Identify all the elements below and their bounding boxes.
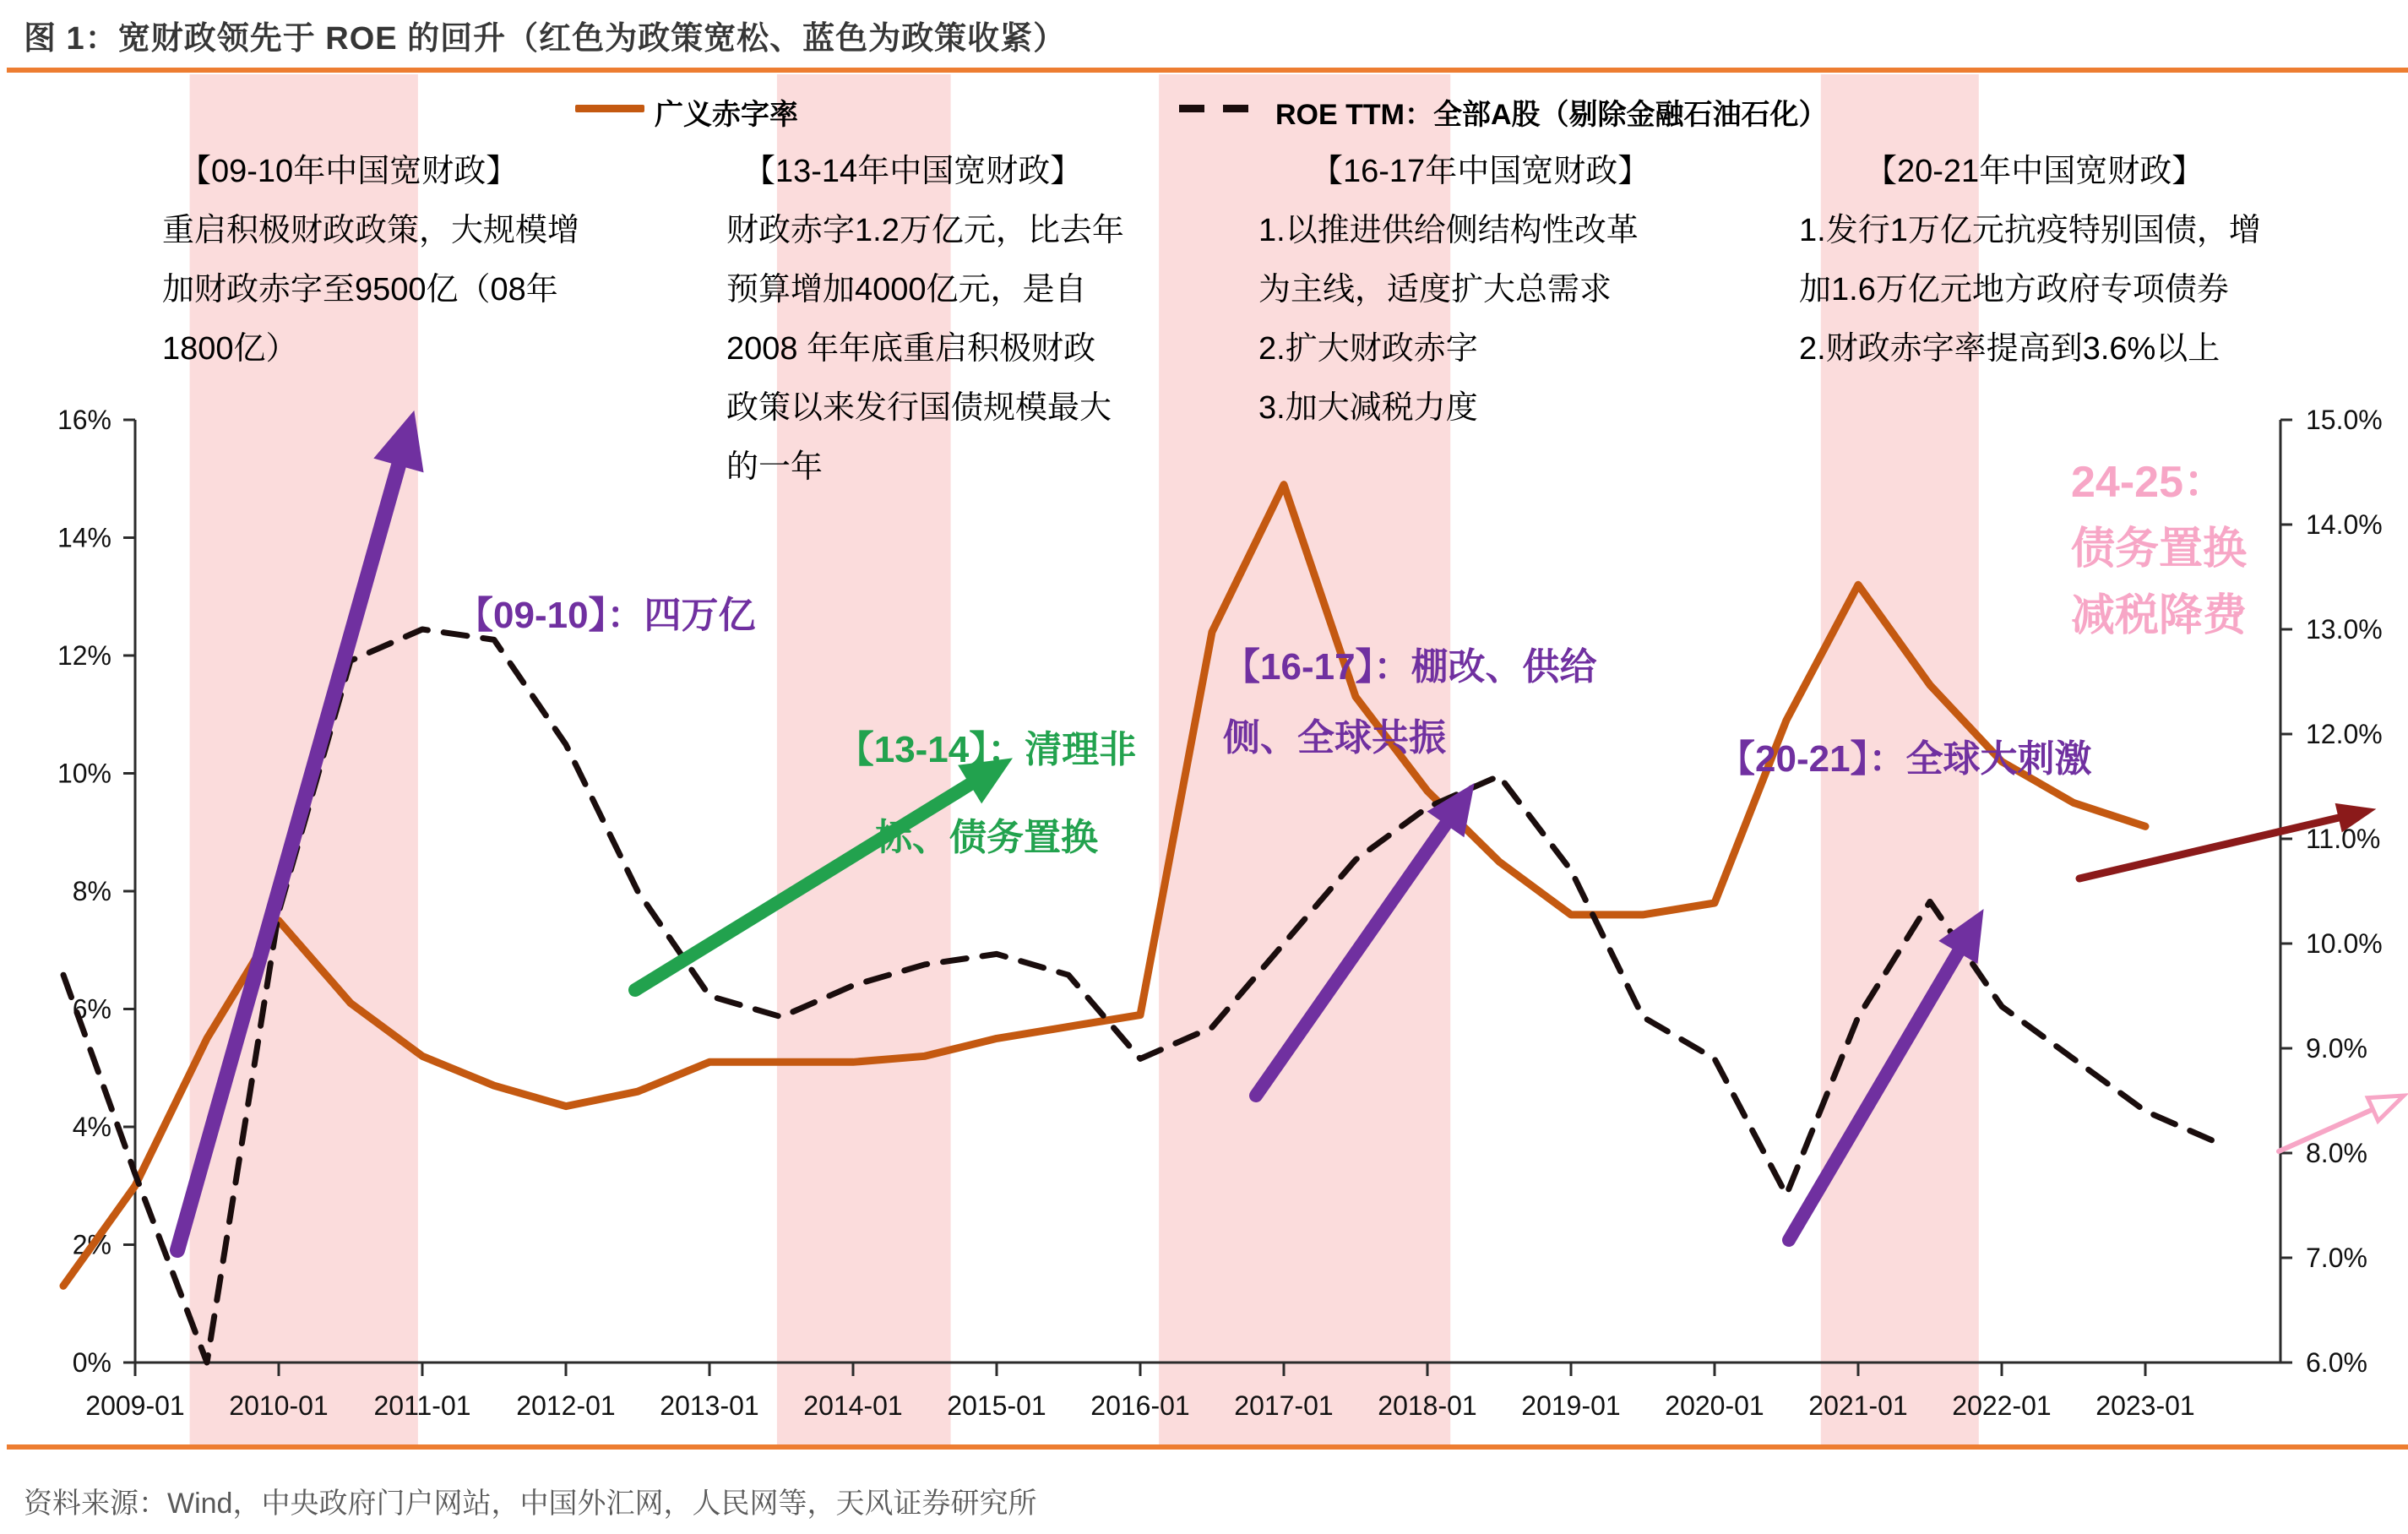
policy-note-16-17 xyxy=(1258,142,1650,438)
left-axis-tick-label: 10% xyxy=(57,758,111,789)
x-axis-tick-label: 2012-01 xyxy=(516,1390,616,1421)
policy-note-heading: 【16-17年中国宽财政】 xyxy=(1311,154,1650,189)
left-axis-tick-label: 12% xyxy=(57,640,111,671)
x-axis-tick-label: 2015-01 xyxy=(947,1390,1046,1421)
text-line: 加财政赤字至9500亿（08年 xyxy=(162,272,558,307)
policy-note-heading: 【09-10年中国宽财政】 xyxy=(179,154,519,189)
outlook-arrow-24-25 xyxy=(2079,818,2339,879)
text-line: 财政赤字1.2万亿元，比去年 xyxy=(726,213,1124,248)
text-line: 2.扩大财政赤字 xyxy=(1258,331,1478,367)
text-line: 减税降费 xyxy=(2071,591,2248,640)
right-axis-tick-label: 12.0% xyxy=(2306,719,2383,749)
right-axis-tick-label: 9.0% xyxy=(2306,1033,2367,1063)
left-axis-tick-label: 6% xyxy=(72,993,111,1025)
left-axis-tick-label: 16% xyxy=(57,405,111,435)
x-axis-tick-label: 2013-01 xyxy=(660,1390,759,1421)
text-line: 加1.6万亿元地方政府专项债券 xyxy=(1799,272,2229,307)
x-axis-tick-label: 2021-01 xyxy=(1808,1390,1908,1421)
right-axis-tick-label: 11.0% xyxy=(2306,824,2381,854)
text-line: 标、债务置换 xyxy=(875,817,1098,858)
x-axis-tick-label: 2023-01 xyxy=(2095,1390,2195,1421)
text-line: 【20-21】：全球大刺激 xyxy=(1718,738,2092,780)
left-axis-tick-label: 4% xyxy=(72,1112,111,1142)
annotation-20-21 xyxy=(1718,728,2092,782)
annotation-24-25 xyxy=(2071,449,2247,650)
policy-note-heading: 【13-14年中国宽财政】 xyxy=(743,154,1083,189)
annotation-09-10 xyxy=(456,585,756,639)
text-line: 的一年 xyxy=(726,449,824,485)
x-axis-tick-label: 2011-01 xyxy=(373,1390,471,1421)
text-line: 政策以来发行国债规模最大 xyxy=(726,390,1112,426)
source-note: 资料来源：Wind，中央政府门户网站，中国外汇网，人民网等，天风证券研究所 xyxy=(24,1488,1037,1520)
right-axis-tick-label: 10.0% xyxy=(2306,928,2383,959)
text-line: 债务置换 xyxy=(2071,525,2248,574)
x-axis-tick-label: 2009-01 xyxy=(85,1390,185,1421)
right-axis-tick-label: 7.0% xyxy=(2306,1243,2367,1273)
text-line: 【13-14】：清理非 xyxy=(836,729,1137,770)
text-line: 2.财政赤字率提高到3.6%以上 xyxy=(1799,331,2220,367)
text-line: 【09-10】：四万亿 xyxy=(456,595,756,636)
legend-label-roe: ROE TTM：全部A股（剔除金融石油石化） xyxy=(1275,99,1828,131)
text-line: 预算增加4000亿元，是自 xyxy=(726,272,1087,307)
bottom-divider xyxy=(7,1444,2408,1450)
text-line: 1.发行1万亿元抗疫特别国债，增 xyxy=(1799,213,2261,248)
text-line: 1.以推进供给侧结构性改革 xyxy=(1258,213,1639,248)
left-axis-tick-label: 0% xyxy=(72,1347,111,1378)
right-axis-tick-label: 13.0% xyxy=(2306,614,2383,645)
policy-note-heading: 【20-21年中国宽财政】 xyxy=(1865,154,2204,189)
policy-note-20-21 xyxy=(1799,142,2261,378)
text-line: 侧、全球共振 xyxy=(1223,717,1446,759)
roe-outlook-arrow-head xyxy=(2367,1096,2404,1121)
left-axis-tick-label: 14% xyxy=(57,522,111,553)
text-line: 【16-17】：棚改、供给 xyxy=(1223,646,1597,688)
x-axis-tick-label: 2010-01 xyxy=(229,1390,329,1421)
text-line: 为主线，适度扩大总需求 xyxy=(1258,272,1612,307)
deficit-line-swatch xyxy=(575,105,644,112)
left-axis-tick-label: 8% xyxy=(72,876,111,906)
policy-note-09-10 xyxy=(162,142,579,378)
text-line: 重启积极财政政策，大规模增 xyxy=(162,213,580,248)
x-axis-tick-label: 2020-01 xyxy=(1665,1390,1764,1421)
left-axis-tick-label: 2% xyxy=(72,1229,111,1260)
x-axis-tick-label: 2019-01 xyxy=(1521,1390,1621,1421)
figure-title: 图 1：宽财政领先于 ROE 的回升（红色为政策宽松、蓝色为政策收紧） xyxy=(24,21,1067,57)
right-axis-tick-label: 8.0% xyxy=(2306,1138,2367,1168)
x-axis-tick-label: 2018-01 xyxy=(1378,1390,1477,1421)
text-line: 2008 年年底重启积极财政 xyxy=(726,331,1096,367)
top-divider xyxy=(7,68,2408,73)
text-line: 24-25： xyxy=(2071,458,2227,507)
legend-label-deficit: 广义赤字率 xyxy=(655,99,798,131)
x-axis-tick-label: 2014-01 xyxy=(803,1390,903,1421)
right-axis-tick-label: 15.0% xyxy=(2306,405,2383,435)
x-axis-tick-label: 2016-01 xyxy=(1090,1390,1190,1421)
policy-note-13-14 xyxy=(726,142,1124,497)
text-line: 3.加大减税力度 xyxy=(1258,390,1478,426)
x-axis-tick-label: 2017-01 xyxy=(1234,1390,1334,1421)
x-axis-tick-label: 2022-01 xyxy=(1952,1390,2052,1421)
right-axis-tick-label: 6.0% xyxy=(2306,1347,2367,1378)
roe-line-swatch xyxy=(1179,105,1260,112)
text-line: 1800亿） xyxy=(162,331,298,367)
annotation-16-17 xyxy=(1223,632,1597,774)
annotation-13-14 xyxy=(818,706,1155,882)
right-axis-tick-label: 14.0% xyxy=(2306,509,2383,540)
